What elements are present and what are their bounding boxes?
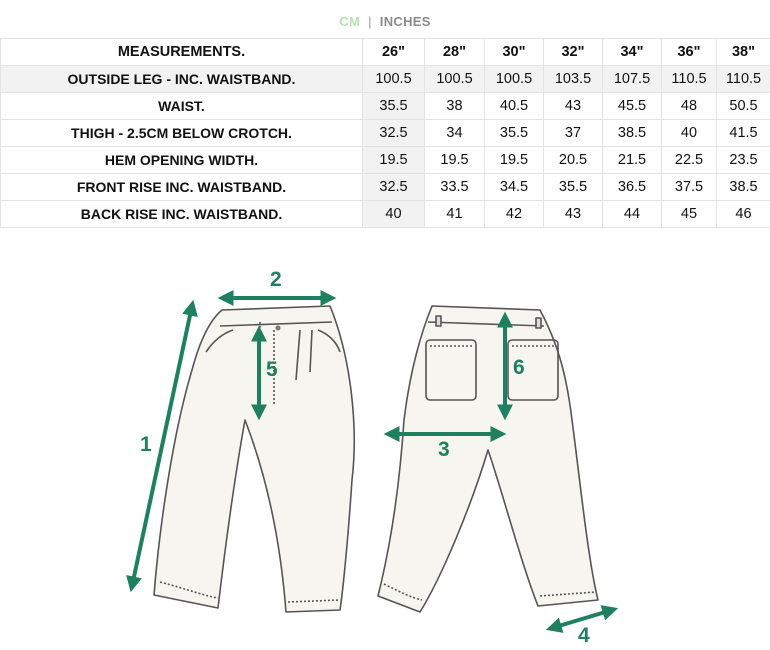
table-cell: 45: [662, 201, 717, 228]
table-cell: 110.5: [717, 66, 770, 93]
table-cell: 35.5: [544, 174, 603, 201]
header-size-32: 32": [544, 39, 603, 66]
table-cell: 40: [363, 201, 425, 228]
table-cell: 32.5: [363, 174, 425, 201]
table-cell: 43: [544, 93, 603, 120]
table-cell: 37.5: [662, 174, 717, 201]
marker-1: 1: [140, 433, 152, 457]
unit-inches-option[interactable]: INCHES: [380, 14, 431, 29]
table-cell: 100.5: [425, 66, 485, 93]
table-cell: 103.5: [544, 66, 603, 93]
row-label: THIGH - 2.5CM BELOW CROTCH.: [1, 120, 363, 147]
table-cell: 42: [485, 201, 544, 228]
marker-6: 6: [513, 356, 525, 380]
table-cell: 45.5: [603, 93, 662, 120]
marker-3: 3: [438, 438, 450, 462]
row-label: HEM OPENING WIDTH.: [1, 147, 363, 174]
unit-separator: |: [368, 14, 372, 29]
table-cell: 34.5: [485, 174, 544, 201]
table-cell: 22.5: [662, 147, 717, 174]
table-cell: 34: [425, 120, 485, 147]
table-cell: 110.5: [662, 66, 717, 93]
table-cell: 38.5: [717, 174, 770, 201]
table-cell: 40.5: [485, 93, 544, 120]
table-cell: 38.5: [603, 120, 662, 147]
table-cell: 38: [425, 93, 485, 120]
marker-4: 4: [578, 624, 590, 648]
table-cell: 100.5: [363, 66, 425, 93]
table-cell: 36.5: [603, 174, 662, 201]
table-cell: 19.5: [485, 147, 544, 174]
table-cell: 23.5: [717, 147, 770, 174]
table-cell: 21.5: [603, 147, 662, 174]
header-measurements: MEASUREMENTS.: [1, 39, 363, 66]
table-cell: 44: [603, 201, 662, 228]
marker-2: 2: [270, 268, 282, 292]
header-size-34: 34": [603, 39, 662, 66]
table-cell: 19.5: [363, 147, 425, 174]
table-cell: 50.5: [717, 93, 770, 120]
back-trousers-drawing: [378, 306, 598, 612]
unit-cm-option[interactable]: CM: [339, 14, 360, 29]
row-label: FRONT RISE INC. WAISTBAND.: [1, 174, 363, 201]
header-size-26: 26": [363, 39, 425, 66]
table-cell: 48: [662, 93, 717, 120]
table-cell: 41.5: [717, 120, 770, 147]
table-cell: 19.5: [425, 147, 485, 174]
table-cell: 20.5: [544, 147, 603, 174]
row-label: WAIST.: [1, 93, 363, 120]
header-size-28: 28": [425, 39, 485, 66]
table-cell: 107.5: [603, 66, 662, 93]
table-cell: 43: [544, 201, 603, 228]
table-cell: 41: [425, 201, 485, 228]
table-cell: 100.5: [485, 66, 544, 93]
header-size-36: 36": [662, 39, 717, 66]
header-size-30: 30": [485, 39, 544, 66]
table-cell: 35.5: [485, 120, 544, 147]
marker-5: 5: [266, 358, 278, 382]
header-size-38: 38": [717, 39, 770, 66]
row-label: BACK RISE INC. WAISTBAND.: [1, 201, 363, 228]
table-cell: 33.5: [425, 174, 485, 201]
table-cell: 40: [662, 120, 717, 147]
table-cell: 37: [544, 120, 603, 147]
table-cell: 35.5: [363, 93, 425, 120]
table-cell: 32.5: [363, 120, 425, 147]
table-cell: 46: [717, 201, 770, 228]
row-label: OUTSIDE LEG - INC. WAISTBAND.: [1, 66, 363, 93]
